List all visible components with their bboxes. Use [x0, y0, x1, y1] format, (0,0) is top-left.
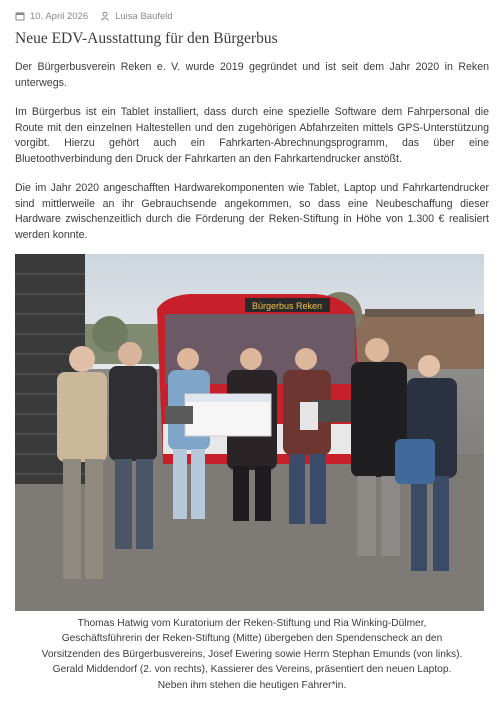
article-date[interactable]: 10. April 2026: [30, 10, 89, 22]
caption-line: Neben ihm stehen die heutigen Fahrer*in.: [157, 679, 347, 691]
caption-line: Geschäftsführerin der Reken-Stiftung (Mitte) übergeben den Spendenscheck an den: [61, 633, 443, 645]
caption-line: Gerald Middendorf (2. von rechts), Kassierer des Vereins, präsentiert den neuen Laptop.: [52, 664, 452, 676]
article-photo: [15, 254, 484, 611]
article: [15, 8, 489, 243]
article-paragraph: Die im Jahr 2020 angeschafften Hardwarekomponenten wie Tablet, Laptop und Fahrkartendrucker sind mittlerweile an ihr Gebrauchsende angekommen, so dass eine Neubeschaffung dieser Hardware zwischenzeitlich durch die Förderung der Reken-Stiftung in Höhe von 1.300 € realisiert werden konnte.: [15, 182, 489, 241]
bus-sign: Bürgerbus Reken: [251, 301, 323, 311]
caption-line: Thomas Hatwig vom Kuratorium der Reken-Stiftung und Ria Winking-Dülmer,: [77, 618, 427, 629]
article-paragraph: Der Bürgerbusverein Reken e. V. wurde 2019 gegründet und ist seit dem Jahr 2020 in Reken unterwegs.: [15, 61, 489, 89]
article-title: Neue EDV-Ausstattung für den Bürgerbus: [15, 30, 278, 47]
article-meta: [15, 8, 489, 24]
caption-line: Vorsitzenden des Bürgerbusvereins, Josef Ewering sowie Herrn Stephan Emunds (von links).: [41, 648, 463, 660]
scrollbar[interactable]: [500, 0, 504, 710]
article-paragraph: Im Bürgerbus ist ein Tablet installiert, dass durch eine spezielle Software dem Fahrpersonal die Route mit den einzelnen Haltestellen und den zugehörigen Abfahrzeiten mittels GPS-Unterstützung vorgibt. Hierzu gehört auch ein Fahrkarten-Abrechnungsprogramm, das über eine Bluetoothverbindung den Druck der Fahrkarten an den Fahrkartendrucker anstößt.: [15, 106, 489, 165]
photo-caption: [10, 616, 494, 693]
user-icon: [100, 11, 110, 21]
article-author[interactable]: Luisa Baufeld: [115, 10, 173, 22]
photo-illustration: [15, 254, 484, 611]
calendar-icon: [15, 11, 25, 21]
